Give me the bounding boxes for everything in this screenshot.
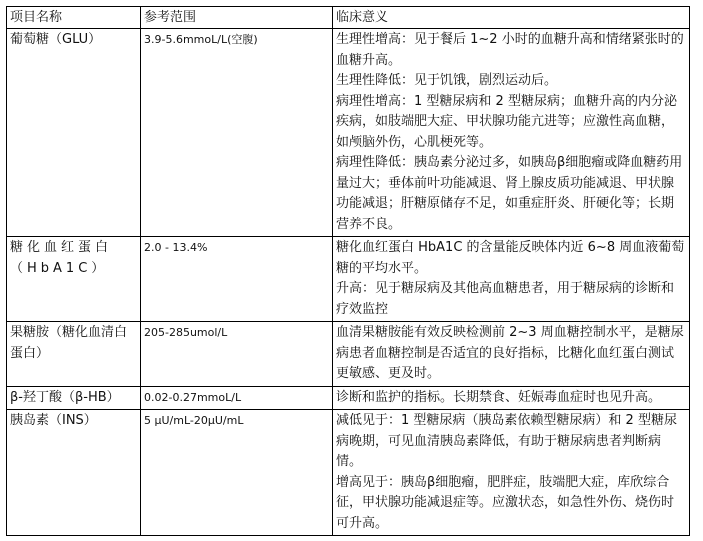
- significance-paragraph: 生理性增高：见于餐后 1~2 小时的血糖升高和情绪紧张时的血糖升高。: [336, 32, 684, 68]
- reference-range: 205-285umol/L: [141, 322, 333, 387]
- reference-range: 3.9-5.6mmoL/L(空腹): [141, 29, 333, 237]
- reference-range: 0.02-0.27mmoL/L: [141, 386, 333, 410]
- significance-paragraph: 病理性增高：1 型糖尿病和 2 型糖尿病；血糖升高的内分泌疾病，如肢端肥大症、甲状腺功能亢进等；应激性高血糖，如颅脑外伤，心肌梗死等。: [336, 93, 677, 150]
- item-name: 葡萄糖（GLU）: [7, 29, 141, 237]
- significance-paragraph: 病理性降低：胰岛素分泌过多，如胰岛β细胞瘤或降血糖药用量过大；垂体前叶功能减退、肾上腺皮质功能减退、甲状腺功能减退；肝糖原储存不足，如重症肝炎、肝硬化等；长期营养不良。: [336, 155, 683, 232]
- clinical-significance: [333, 29, 690, 237]
- clinical-significance: [333, 410, 690, 536]
- significance-paragraph: 血清果糖胺能有效反映检测前 2~3 周血糖控制水平，是糖尿病患者血糖控制是否适宜的良好指标，比糖化血红蛋白测试更敏感、更及时。: [336, 325, 684, 381]
- significance-paragraph: 增高见于：胰岛β细胞瘤，肥胖症，肢端肥大症，库欣综合征，甲状腺功能减退症等。应激状态，如急性外伤、烧伤时可升高。: [336, 474, 675, 531]
- table-row-hba1c: [7, 237, 690, 322]
- header-clinical-significance: 临床意义: [333, 7, 690, 29]
- table-row-glucose: [7, 29, 690, 237]
- clinical-significance: [333, 322, 690, 387]
- item-name: 胰岛素（INS）: [7, 410, 141, 536]
- header-item-name: 项目名称: [7, 7, 141, 29]
- significance-paragraph: 糖化血红蛋白 HbA1C 的含量能反映体内近 6~8 周血液葡萄糖的平均水平。: [336, 240, 685, 276]
- item-name: 果糖胺（糖化血清白蛋白）: [7, 322, 141, 387]
- clinical-significance: [333, 237, 690, 322]
- header-reference-range: 参考范围: [141, 7, 333, 29]
- table-row-fructosamine: [7, 322, 690, 387]
- clinical-significance: [333, 386, 690, 410]
- significance-paragraph: 升高：见于糖尿病及其他高血糖患者，用于糖尿病的诊断和疗效监控: [336, 281, 675, 317]
- significance-paragraph: 减低见于：1 型糖尿病（胰岛素依赖型糖尿病）和 2 型糖尿病晚期，可见血清胰岛素降低，有助于糖尿病患者判断病情。: [336, 413, 677, 469]
- significance-paragraph: 诊断和监护的指标。长期禁食、妊娠毒血症时也见升高。: [336, 389, 662, 405]
- table-row-beta-hb: [7, 386, 690, 410]
- reference-range: 2.0 - 13.4%: [141, 237, 333, 322]
- significance-paragraph: 生理性降低：见于饥饿，剧烈运动后。: [336, 73, 558, 88]
- item-name: β-羟丁酸（β-HB）: [7, 386, 141, 410]
- reference-range: 5 μU/mL-20μU/mL: [141, 410, 333, 536]
- reference-table: [6, 6, 690, 536]
- table-row-insulin: [7, 410, 690, 536]
- header-row: [7, 7, 690, 29]
- item-name: 糖化血红蛋白（HbA1C）: [7, 237, 141, 322]
